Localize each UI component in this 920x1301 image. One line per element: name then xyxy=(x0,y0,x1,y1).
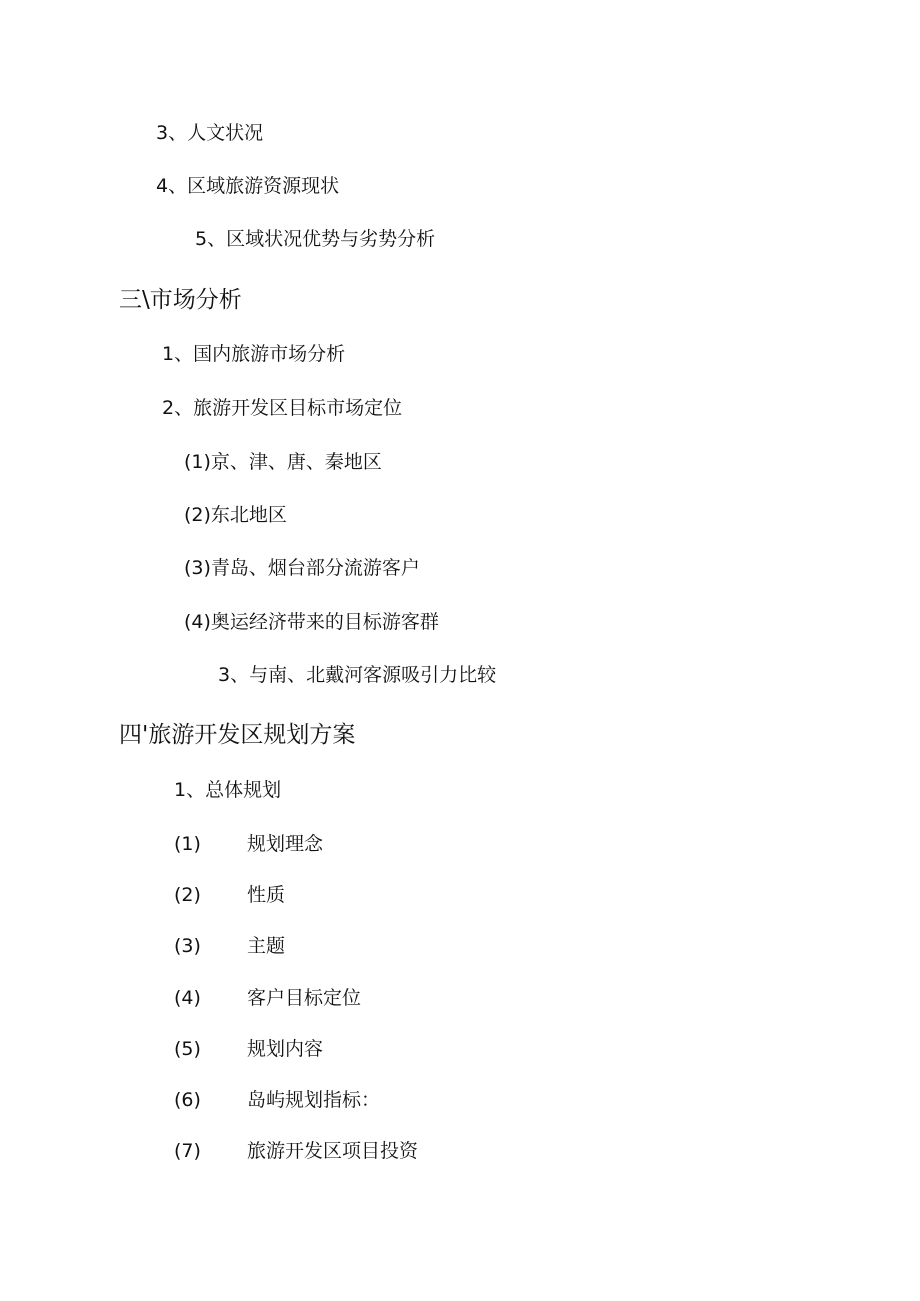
outline-item: 2、旅游开发区目标市场定位 xyxy=(162,397,403,419)
subitem-number: (7) xyxy=(174,1140,201,1162)
outline-subitem: (4)奥运经济带来的目标游客群 xyxy=(184,611,439,633)
subitem-number: (3) xyxy=(174,935,201,957)
subitem-text: 主题 xyxy=(247,935,286,957)
subitem-text: 规划内容 xyxy=(247,1038,324,1060)
outline-item: 3、与南、北戴河客源吸引力比较 xyxy=(218,664,497,686)
subitem-text: 性质 xyxy=(247,884,286,906)
section-heading-3: 三\市场分析 xyxy=(119,287,242,313)
subitem-number: (5) xyxy=(174,1038,201,1060)
outline-item-3: 3、人文状况 xyxy=(156,122,264,144)
outline-subitem: (1)京、津、唐、秦地区 xyxy=(184,451,382,473)
subitem-text: 规划理念 xyxy=(247,833,324,855)
subitem-number: (4) xyxy=(174,987,201,1009)
subitem-number: (6) xyxy=(174,1089,201,1111)
outline-subitem: (3)青岛、烟台部分流游客户 xyxy=(184,557,420,579)
outline-item: 1、总体规划 xyxy=(174,779,282,801)
subitem-number: (2) xyxy=(174,884,201,906)
subitem-number: (1) xyxy=(174,833,201,855)
subitem-text: 岛屿规划指标： xyxy=(247,1089,381,1111)
outline-subitem: (2)东北地区 xyxy=(184,504,287,526)
section-heading-4: 四'旅游开发区规划方案 xyxy=(119,722,356,748)
outline-item: 1、国内旅游市场分析 xyxy=(162,343,346,365)
outline-item-5: 5、区域状况优势与劣势分析 xyxy=(195,228,436,250)
subitem-text: 旅游开发区项目投资 xyxy=(247,1140,419,1162)
outline-item-4: 4、区域旅游资源现状 xyxy=(156,175,340,197)
subitem-text: 客户目标定位 xyxy=(247,987,362,1009)
